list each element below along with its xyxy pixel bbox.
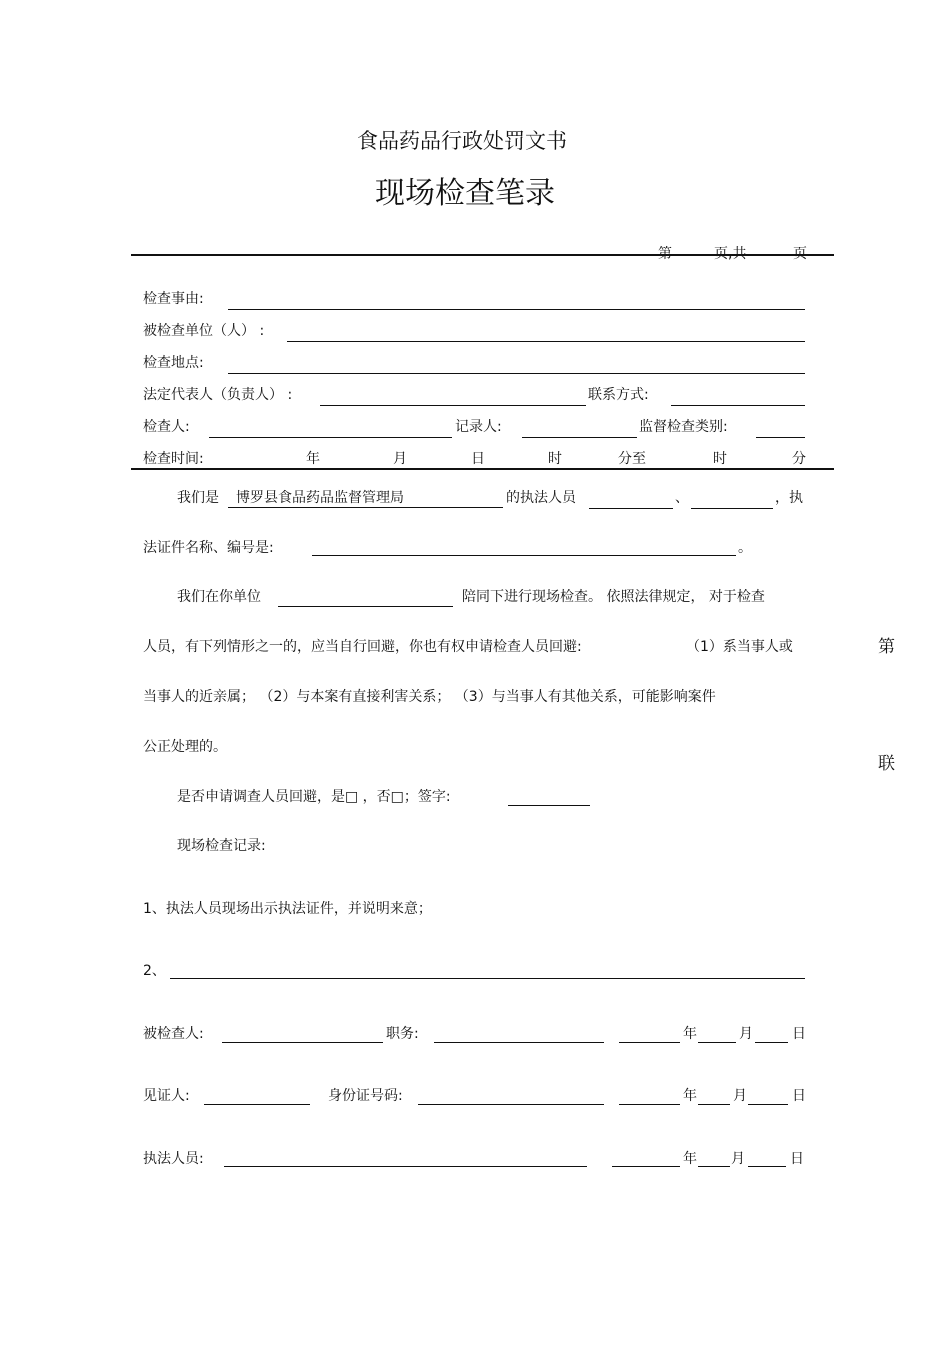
officer-year-label: 年 [683, 1151, 697, 1167]
time-minute-label: 分 [792, 451, 806, 467]
id-no-label: 身份证号码: [328, 1088, 403, 1104]
officer-year-field[interactable] [612, 1166, 680, 1167]
officer-month-label: 月 [731, 1151, 745, 1167]
side-label-di: 第 [878, 637, 895, 657]
position-field[interactable] [434, 1042, 604, 1043]
legal-rep-label: 法定代表人（负责人） : [143, 387, 293, 403]
time-day-label: 日 [471, 451, 485, 467]
inspected-day-field[interactable] [755, 1042, 788, 1043]
reason-label: 检查事由: [143, 291, 204, 307]
legal-rep-field[interactable] [320, 405, 586, 406]
top-rule [131, 254, 834, 256]
unit-label: 被检查单位（人） : [143, 323, 265, 339]
comma-zhi-text: ，执 [775, 490, 803, 506]
category-label: 监督检查类别: [639, 419, 728, 435]
witness-label: 见证人: [143, 1088, 190, 1104]
page-counter-ye-gong: 页,共 [714, 246, 747, 262]
inspected-year-field[interactable] [619, 1042, 680, 1043]
officer-sign-field[interactable] [224, 1166, 587, 1167]
officer-separator: 、 [675, 490, 689, 506]
time-year-label: 年 [306, 451, 320, 467]
recorder-label: 记录人: [455, 419, 502, 435]
witness-month-label: 月 [733, 1088, 747, 1104]
page-counter-di: 第 [658, 246, 672, 262]
witness-year-label: 年 [683, 1088, 697, 1104]
reason-field[interactable] [228, 309, 805, 310]
recusal-text: 是否申请调查人员回避，是□ ，否□；签字: [177, 789, 451, 805]
time-hour2-label: 时 [713, 451, 727, 467]
record-item-1: 1、执法人员现场出示执法证件，并说明来意； [143, 901, 432, 917]
recorder-field[interactable] [522, 437, 637, 438]
record-item-2-field[interactable] [170, 978, 805, 979]
section-rule [131, 468, 834, 470]
time-month-label: 月 [393, 451, 407, 467]
officer-month-field[interactable] [698, 1166, 730, 1167]
inspected-month-label: 月 [739, 1026, 753, 1042]
agency-name: 博罗县食品药品监督管理局 [236, 490, 404, 506]
inspector-label: 检查人: [143, 419, 190, 435]
side-label-lian: 联 [878, 754, 895, 774]
inspector-field[interactable] [209, 437, 452, 438]
recusal-signature-field[interactable] [508, 805, 590, 806]
witness-field[interactable] [204, 1104, 310, 1105]
p3-end: （1）系当事人或 [686, 639, 793, 655]
unit-field[interactable] [287, 341, 805, 342]
contact-label: 联系方式: [588, 387, 649, 403]
cert-field[interactable] [312, 555, 736, 556]
inspected-day-label: 日 [792, 1026, 806, 1042]
p3-text: 人员，有下列情形之一的，应当自行回避，你也有权申请检查人员回避: [143, 639, 582, 655]
officers-text: 的执法人员 [506, 490, 576, 506]
cert-label: 法证件名称、编号是: [143, 540, 274, 556]
we-are-text: 我们是 [177, 490, 219, 506]
time-label: 检查时间: [143, 451, 204, 467]
cert-period: 。 [738, 540, 752, 556]
p2-mid: 陪同下进行现场检查。 依照法律规定， 对于检查 [462, 589, 765, 605]
officer-day-field[interactable] [748, 1166, 786, 1167]
category-field[interactable] [756, 437, 805, 438]
witness-month-field[interactable] [698, 1104, 730, 1105]
record-label: 现场检查记录: [177, 838, 266, 854]
document-subtitle: 食品药品行政处罚文书 [357, 129, 567, 153]
p2-start: 我们在你单位 [177, 589, 261, 605]
location-field[interactable] [228, 373, 805, 374]
document-title: 现场检查笔录 [375, 176, 555, 211]
contact-field[interactable] [671, 405, 805, 406]
id-no-field[interactable] [418, 1104, 604, 1105]
witness-day-field[interactable] [748, 1104, 788, 1105]
time-minute-to-label: 分至 [618, 451, 646, 467]
officer1-field[interactable] [589, 508, 673, 509]
inspected-label: 被检查人: [143, 1026, 204, 1042]
witness-day-label: 日 [792, 1088, 806, 1104]
inspected-year-label: 年 [683, 1026, 697, 1042]
record-item-2-label: 2、 [143, 963, 166, 979]
officer-sign-label: 执法人员: [143, 1151, 204, 1167]
p4-text: 当事人的近亲属； （2）与本案有直接利害关系； （3）与当事人有其他关系，可能影响案件 [143, 689, 716, 705]
officer-day-label: 日 [790, 1151, 804, 1167]
inspected-field[interactable] [222, 1042, 383, 1043]
inspected-month-field[interactable] [698, 1042, 736, 1043]
time-hour-label: 时 [548, 451, 562, 467]
witness-year-field[interactable] [619, 1104, 680, 1105]
accompany-field[interactable] [278, 606, 453, 607]
officer2-field[interactable] [691, 508, 773, 509]
page-counter-ye: 页 [793, 246, 807, 262]
position-label: 职务: [386, 1026, 419, 1042]
p5-text: 公正处理的。 [143, 739, 227, 755]
agency-field[interactable] [228, 489, 503, 508]
location-label: 检查地点: [143, 355, 204, 371]
